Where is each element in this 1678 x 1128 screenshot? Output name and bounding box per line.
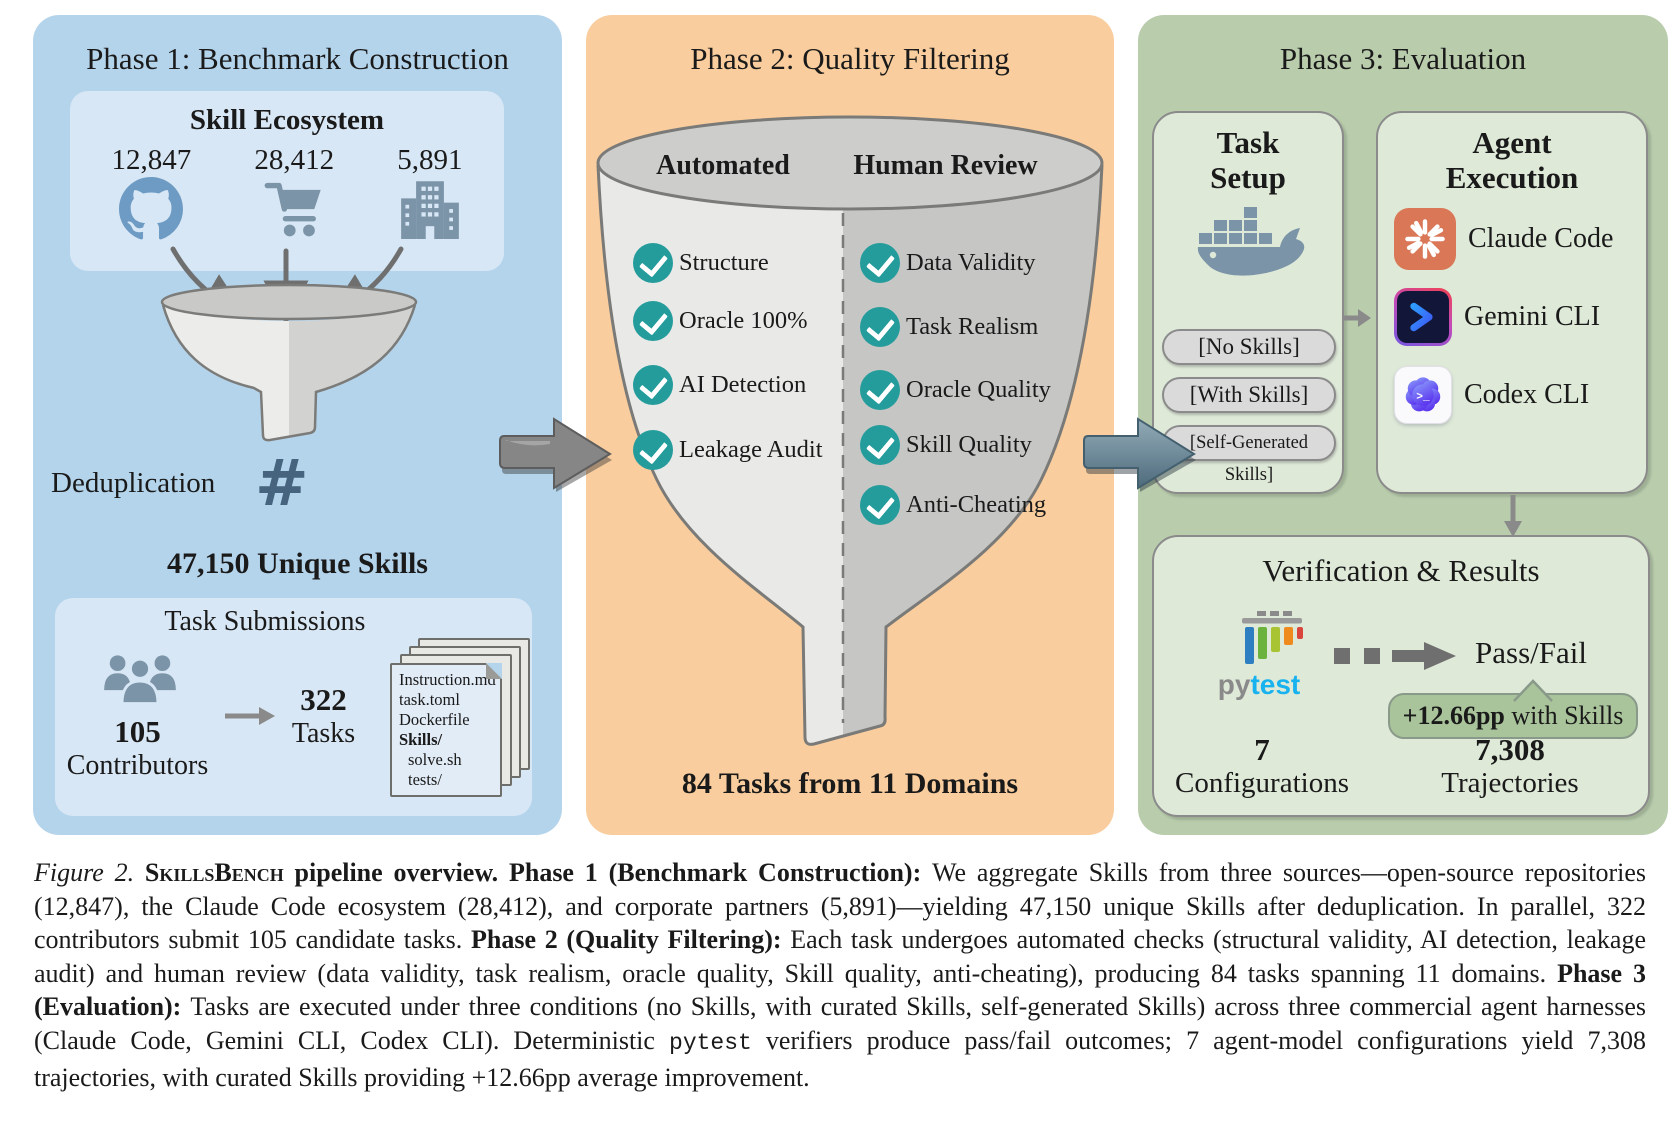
dogear-fold bbox=[486, 663, 502, 679]
phase2-to-phase3-arrow-icon bbox=[1080, 414, 1202, 504]
task-submissions-title: Task Submissions bbox=[164, 606, 366, 637]
check-item bbox=[633, 430, 823, 470]
check-label: Oracle 100% bbox=[679, 307, 808, 334]
check-label: Oracle Quality bbox=[906, 376, 1051, 403]
check-label: AI Detection bbox=[679, 371, 807, 398]
pass-fail-label: Pass/Fail bbox=[1475, 635, 1587, 670]
caption-segment: Tasks are executed under three conditions (no Skills, with curated Skills, self-generated Skills) across three commercial agent harnesses (Claude Code, Gemini CLI, Codex CLI). Deterministic bbox=[34, 992, 1646, 1055]
contributors-label: Contributors bbox=[66, 750, 209, 781]
figure-caption bbox=[34, 856, 1646, 1094]
phase2-panel bbox=[586, 15, 1114, 835]
trajectories-stat: 7,308 Trajectories bbox=[1441, 732, 1579, 799]
agent-execution-title: Agent Execution bbox=[1445, 125, 1579, 195]
caption-segment: pytest bbox=[669, 1029, 752, 1056]
skill-sources-row bbox=[70, 143, 504, 246]
shopping-cart-icon bbox=[264, 177, 324, 244]
file-stack-icon bbox=[388, 636, 534, 806]
phase1-panel bbox=[33, 15, 562, 835]
configurations-stat: 7 Configurations bbox=[1175, 732, 1349, 799]
caption-segment: We aggregate Skills from three sources—open-source repositories (12,847), the Claude Code ecosystem (28,412), and corporate partners (5,891)—yielding 47,150 unique Skills after deduplication. In parallel, 322 contributors submit 105 candidate tasks. bbox=[34, 858, 1646, 955]
checkmark-icon bbox=[860, 370, 900, 410]
agent-row-gemini-cli bbox=[1394, 285, 1642, 349]
human-review-header: Human Review bbox=[853, 150, 1038, 181]
gemini-cli-icon bbox=[1394, 288, 1452, 346]
task-file-list bbox=[392, 665, 500, 790]
source-corporate bbox=[397, 143, 462, 246]
improvement-badge: +12.66pp with Skills bbox=[1388, 693, 1638, 739]
check-item bbox=[860, 485, 1046, 525]
check-label: Anti-Cheating bbox=[906, 491, 1047, 518]
agent-execution-box bbox=[1376, 111, 1648, 494]
checkmark-icon bbox=[633, 430, 673, 470]
caption-segment: Figure 2. bbox=[34, 858, 145, 887]
check-item bbox=[633, 365, 806, 405]
check-item bbox=[860, 370, 1051, 410]
docker-whale-icon bbox=[1192, 201, 1306, 300]
file-name: tests/ bbox=[408, 770, 442, 789]
arrow-down-icon bbox=[1500, 493, 1526, 539]
unique-skills-count: 47,150 Unique Skills bbox=[167, 547, 428, 580]
check-item bbox=[633, 301, 808, 341]
caption-segment: Each task undergoes automated checks (structural validity, AI detection, leakage audit) and human review (data validity, task realism, oracle quality, Skill quality, anti-cheating), producing 84 tasks spanning 11 domains. bbox=[34, 925, 1647, 988]
checkmark-icon bbox=[860, 485, 900, 525]
task-submissions-box bbox=[55, 598, 532, 816]
phase3-title: Phase 3: Evaluation bbox=[1279, 41, 1527, 76]
file-name: task.toml bbox=[399, 690, 460, 709]
source-github bbox=[112, 143, 192, 246]
check-item bbox=[860, 425, 1032, 465]
agent-label: Gemini CLI bbox=[1464, 301, 1601, 332]
ecosystem-skill-count: 28,412 bbox=[254, 144, 335, 176]
check-item bbox=[860, 307, 1038, 347]
check-label: Skill Quality bbox=[906, 431, 1032, 458]
codex-cli-icon bbox=[1394, 366, 1452, 424]
check-item bbox=[860, 243, 1036, 283]
check-label: Structure bbox=[679, 249, 769, 276]
caption-segment: Phase 3 (Evaluation): bbox=[34, 958, 1646, 1022]
checkmark-icon bbox=[860, 425, 900, 465]
file-name: solve.sh bbox=[408, 750, 462, 769]
task-files-page bbox=[390, 663, 502, 797]
skill-ecosystem-title: Skill Ecosystem bbox=[189, 104, 385, 136]
badge-tail bbox=[1512, 673, 1554, 714]
check-label: Task Realism bbox=[906, 313, 1039, 340]
condition-self-generated-skills: [Self-Generated Skills] bbox=[1162, 425, 1336, 461]
caption-segment: pipeline overview. Phase 1 (Benchmark Construction): bbox=[283, 858, 933, 887]
agent-label: Claude Code bbox=[1468, 223, 1614, 254]
deduplication-label: Deduplication bbox=[51, 467, 216, 499]
file-name: Instruction.md bbox=[399, 670, 496, 689]
caption-segment: verifiers produce pass/fail outcomes; 7 agent-model configurations yield 7,308 trajectories, with curated Skills providing +12.66pp average improvement. bbox=[34, 1025, 1646, 1092]
check-label: Leakage Audit bbox=[679, 436, 823, 463]
caption-segment: SkillsBench bbox=[144, 858, 284, 887]
agent-label: Codex CLI bbox=[1464, 379, 1590, 410]
condition-no-skills: [No Skills] bbox=[1162, 329, 1336, 365]
claude-code-icon bbox=[1394, 208, 1456, 270]
people-group-icon bbox=[99, 652, 181, 713]
phase1-to-phase2-arrow-icon bbox=[496, 414, 618, 504]
hashtag-icon: # bbox=[255, 447, 309, 521]
checkmark-icon bbox=[633, 301, 673, 341]
automated-header: Automated bbox=[656, 150, 790, 181]
corporate-skill-count: 5,891 bbox=[397, 144, 463, 176]
quality-funnel-icon bbox=[586, 15, 1114, 835]
arrow-right-icon bbox=[1340, 305, 1372, 331]
phase3-panel bbox=[1138, 15, 1668, 835]
phase2-result: 84 Tasks from 11 Domains bbox=[681, 767, 1019, 800]
source-claude-ecosystem bbox=[254, 143, 334, 246]
task-setup-title: Task Setup bbox=[1210, 125, 1286, 195]
agent-row-claude-code bbox=[1394, 207, 1642, 271]
contributors-count: 105 bbox=[114, 714, 161, 749]
agent-row-codex-cli bbox=[1394, 363, 1642, 427]
github-skill-count: 12,847 bbox=[111, 144, 192, 176]
file-name: Skills/ bbox=[399, 730, 443, 749]
phase1-title: Phase 1: Benchmark Construction bbox=[86, 41, 509, 76]
verification-results-box bbox=[1152, 535, 1650, 817]
pytest-logo-icon bbox=[1242, 611, 1304, 670]
tasks-label: Tasks bbox=[291, 718, 356, 749]
pytest-wordmark: pytest bbox=[1217, 669, 1301, 700]
svg-text:>_: >_ bbox=[1416, 391, 1430, 404]
caption-segment: Phase 2 (Quality Filtering): bbox=[471, 925, 791, 955]
verification-title: Verification & Results bbox=[1262, 553, 1540, 588]
check-label: Data Validity bbox=[906, 249, 1036, 276]
building-icon bbox=[399, 177, 461, 244]
file-name: Dockerfile bbox=[399, 710, 470, 729]
phase2-title: Phase 2: Quality Filtering bbox=[690, 41, 1010, 76]
checkmark-icon bbox=[633, 365, 673, 405]
checkmark-icon bbox=[633, 243, 673, 283]
checkmark-icon bbox=[860, 307, 900, 347]
github-icon bbox=[119, 177, 183, 246]
tasks-count: 322 bbox=[300, 682, 347, 717]
dedup-funnel-icon bbox=[158, 283, 420, 453]
check-item bbox=[633, 243, 769, 283]
condition-with-skills: [With Skills] bbox=[1162, 377, 1336, 413]
checkmark-icon bbox=[860, 243, 900, 283]
